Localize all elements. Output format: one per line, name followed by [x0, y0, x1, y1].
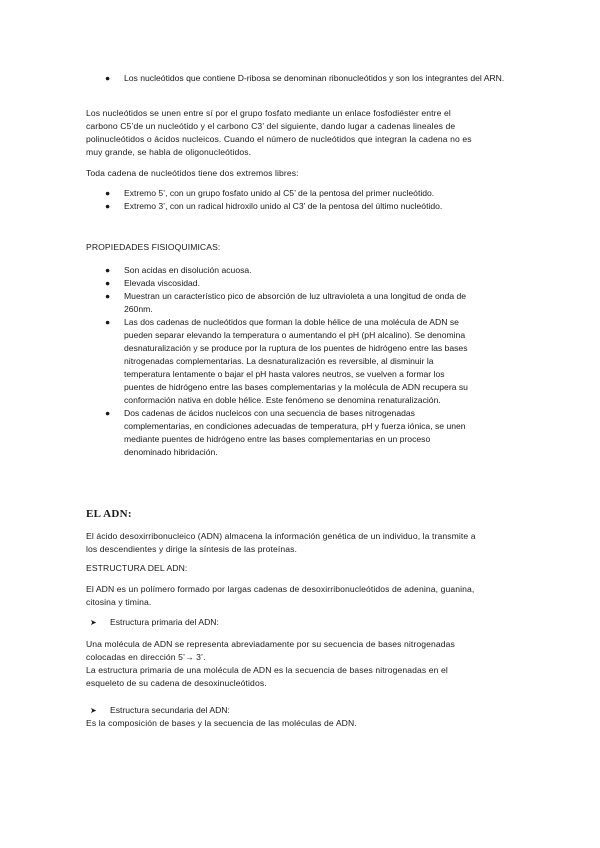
text-line: La estructura primaria de una molécula de ADN es la secuencia de bases nitrogenadas en el — [86, 665, 448, 675]
text-line: El ADN es un polímero formado por largas cadenas de desoxirribonucleótidos de adenina, guanina, — [86, 584, 475, 594]
top-bullet-text: Los nucleótidos que contiene D-ribosa se denominan ribonucleótidos y son los integrantes del ARN. — [124, 73, 505, 83]
extremo-3-text: Extremo 3’, con un radical hidroxilo unido al C3’ de la pentosa del último nucleótido. — [124, 201, 443, 211]
bullet-icon: ● — [105, 265, 111, 275]
text-line: Muestran un característico pico de absorción de luz ultravioleta a una longitud de onda de — [124, 291, 467, 301]
subsection-secundaria — [90, 704, 230, 717]
bullet-icon: ● — [105, 317, 111, 327]
list-item — [90, 264, 530, 277]
text-line: muy grande, se habla de oligonucleótidos. — [86, 147, 252, 157]
subsection-label: Estructura secundaria del ADN: — [110, 705, 230, 715]
text-line: Una molécula de ADN se representa abreviadamente por su secuencia de bases nitrogenadas — [86, 639, 455, 649]
text-line: carbono C5’de un nucleótido y el carbono C3’ del siguiente, dando lugar a cadenas lineales de — [86, 121, 456, 131]
text-line: citosina y timina. — [86, 597, 152, 607]
list-item — [90, 277, 530, 290]
text-line: complementarias, en condiciones adecuadas de temperatura, pH y fuerza iónica, se unen — [124, 421, 466, 431]
text-line: El ácido desoxirribonucleico (ADN) almacena la información genética de un individuo, la transmite a — [86, 531, 476, 541]
text-line: colocadas en dirección 5’→ 3’. — [86, 652, 206, 662]
paragraph-secundaria: Es la composición de bases y la secuencia de las moléculas de ADN. — [86, 718, 357, 728]
list-item — [90, 187, 530, 200]
extremos-list — [90, 187, 530, 213]
list-item — [90, 407, 530, 459]
text-line: pueden separar elevando la temperatura o aumentando el pH (pH alcalino). Se denomina — [124, 330, 466, 340]
arrow-bullet-icon: ➤ — [90, 706, 97, 715]
text-line: los descendientes y dirige la síntesis de las proteínas. — [86, 544, 298, 554]
list-item — [90, 72, 520, 85]
text-line: nitrogenadas complementarias. La desnaturalización es reversible, al disminuir la — [124, 356, 434, 366]
text-line: mediante puentes de hidrógeno entre las bases complementarias en un proceso — [124, 434, 431, 444]
text-line: polinucleótidos o ácidos nucleicos. Cuando el número de nucleótidos que integran la cadena no es — [86, 134, 472, 144]
bullet-icon: ● — [105, 73, 111, 83]
bullet-icon: ● — [105, 201, 111, 211]
bullet-icon: ● — [105, 408, 111, 418]
bullet-icon: ● — [105, 291, 111, 301]
list-item — [90, 290, 530, 316]
paragraph-extremos-libres: Toda cadena de nucleótidos tiene dos extremos libres: — [86, 168, 299, 178]
text-line: esqueleto de su cadena de desoxinucleótidos. — [86, 678, 267, 688]
prop-text: Son acidas en disolución acuosa. — [124, 265, 252, 275]
bullet-icon: ● — [105, 188, 111, 198]
text-line: denominado hibridación. — [124, 447, 218, 457]
list-item — [90, 200, 530, 213]
text-line: conformación nativa en doble hélice. Este fenómeno se denomina renaturalización. — [124, 395, 441, 405]
subsection-primaria — [90, 616, 219, 629]
text-line: Los nucleótidos se unen entre sí por el grupo fosfato mediante un enlace fosfodiéster entre el — [86, 108, 451, 118]
prop-text: Elevada viscosidad. — [124, 278, 200, 288]
text-line: temperatura lentamente o bajar el pH hasta valores neutros, se vuelven a formar los — [124, 369, 445, 379]
text-line: desnaturalización y se produce por la ruptura de los puentes de hidrógeno entre las bases — [124, 343, 468, 353]
extremo-5-text: Extremo 5’, con un grupo fosfato unido al C5’ de la pentosa del primer nucleótido. — [124, 188, 435, 198]
list-item — [90, 316, 530, 407]
arrow-bullet-icon: ➤ — [90, 618, 97, 627]
text-line: Las dos cadenas de nucleótidos que forman la doble hélice de una molécula de ADN se — [124, 317, 459, 327]
text-line: 260nm. — [124, 304, 153, 314]
paragraph-adn-definicion — [86, 530, 476, 556]
paragraph-primaria — [86, 638, 455, 690]
text-line: puentes de hidrógeno entre las bases complementarias y la molécula de ADN recupera su — [124, 382, 468, 392]
section-heading-propiedades: PROPIEDADES FISIOQUIMICAS: — [86, 242, 221, 252]
paragraph-estructura — [86, 583, 474, 609]
heading-el-adn: EL ADN: — [86, 508, 132, 520]
section-heading-estructura: ESTRUCTURA DEL ADN: — [86, 563, 188, 573]
text-line: Dos cadenas de ácidos nucleicos con una secuencia de bases nitrogenadas — [124, 408, 415, 418]
top-bullet-list — [90, 72, 520, 85]
propiedades-list — [90, 264, 530, 459]
paragraph-enlace-fosfodiester — [86, 107, 472, 159]
bullet-icon: ● — [105, 278, 111, 288]
subsection-label: Estructura primaria del ADN: — [110, 617, 219, 627]
